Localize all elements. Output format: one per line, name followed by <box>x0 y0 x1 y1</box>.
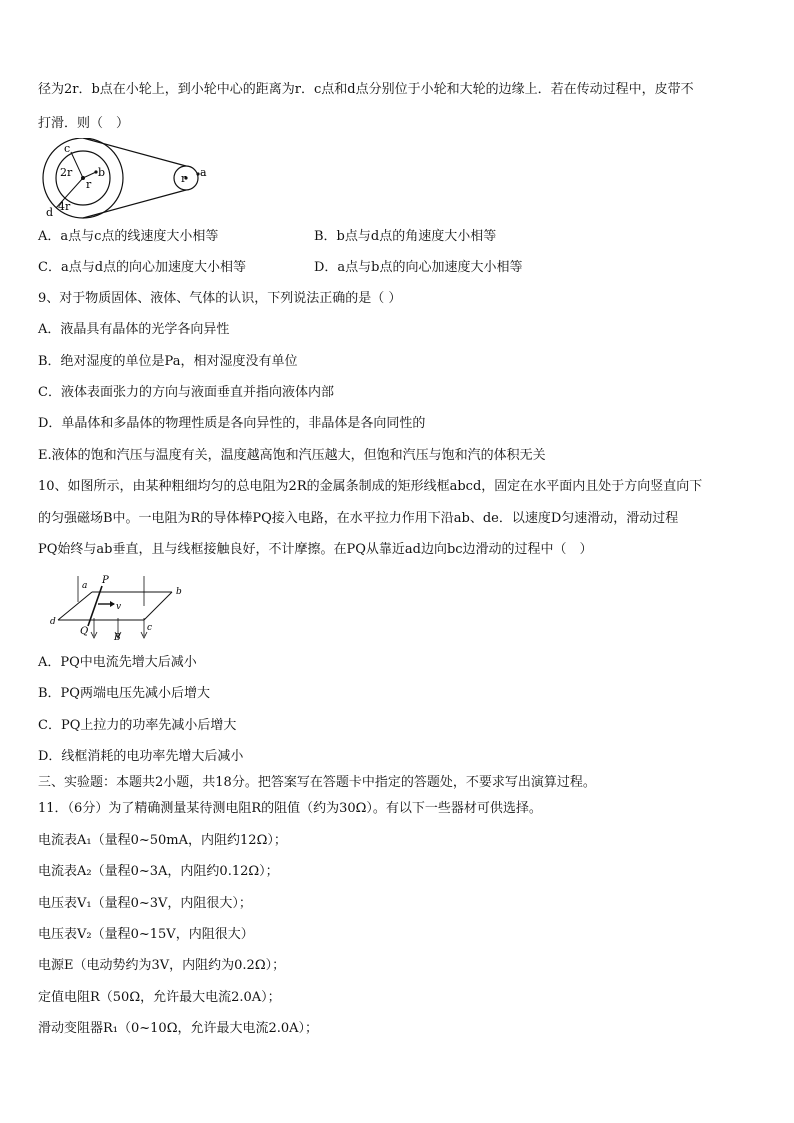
q10-option-b: B．PQ两端电压先减小后增大 <box>38 686 210 701</box>
label-r: r <box>86 178 92 191</box>
label-c: c <box>64 142 71 155</box>
q11-item-voltmeter-v1: 电压表V₁（量程0~3V，内阻很大）； <box>38 896 252 911</box>
label-d: d <box>50 617 56 627</box>
q8-option-a: A．a点与c点的线速度大小相等 <box>38 229 219 244</box>
q9-stem: 9、对于物质固体、液体、气体的认识，下列说法正确的是（ ） <box>38 291 402 306</box>
q9-option-c: C．液体表面张力的方向与液面垂直并指向液体内部 <box>38 385 334 400</box>
q10-option-d: D．线框消耗的电功率先增大后减小 <box>38 749 244 764</box>
q11-item-ammeter-a2: 电流表A₂（量程0~3A，内阻约0.12Ω）； <box>38 864 279 879</box>
q8-option-c: C．a点与d点的向心加速度大小相等 <box>38 260 247 275</box>
rails-magnetic-field-figure <box>48 572 188 642</box>
label-a: a <box>82 581 88 591</box>
label-q: Q <box>80 626 89 637</box>
q9-option-a: A．液晶具有晶体的光学各向异性 <box>38 322 230 337</box>
q11-item-rheostat: 滑动变阻器R₁（0~10Ω，允许最大电流2.0A）； <box>38 1021 319 1036</box>
label-c: c <box>147 623 153 633</box>
q10-stem-line3: PQ始终与ab垂直，且与线框接触良好，不计摩擦。在PQ从靠近ad边向bc边滑动的过程中（ ） <box>38 542 593 557</box>
q9-option-e: E.液体的饱和汽压与温度有关，温度越高饱和汽压越大，但饱和汽压与饱和汽的体积无关 <box>38 448 546 463</box>
label-r-small: r <box>181 172 187 185</box>
label-b: b <box>98 166 106 179</box>
label-d: d <box>46 206 54 219</box>
q10-stem-line2: 的匀强磁场B中。一电阻为R的导体棒PQ接入电路，在水平拉力作用下沿ab、de．以速度D匀速滑动，滑动过程 <box>38 511 679 526</box>
label-2r: 2r <box>60 166 73 179</box>
q11-stem: 11．（6分）为了精确测量某待测电阻R的阻值（约为30Ω）。有以下一些器材可供选择。 <box>38 801 542 816</box>
q9-option-b: B．绝对湿度的单位是Pa，相对湿度没有单位 <box>38 354 298 369</box>
q10-option-c: C．PQ上拉力的功率先减小后增大 <box>38 718 237 733</box>
q8-stem-line2: 打滑．则（ ） <box>38 116 130 131</box>
q11-item-voltmeter-v2: 电压表V₂（量程0~15V，内阻很大） <box>38 927 254 942</box>
label-p: P <box>102 575 109 586</box>
q9-option-d: D．单晶体和多晶体的物理性质是各向异性的，非晶体是各向同性的 <box>38 416 426 431</box>
label-v: v <box>116 602 122 612</box>
label-a: a <box>200 166 207 179</box>
q10-option-a: A．PQ中电流先增大后减小 <box>38 655 197 670</box>
label-4r: 4r <box>58 200 71 213</box>
q8-stem-line1: 径为2r．b点在小轮上，到小轮中心的距离为r．c点和d点分别位于小轮和大轮的边缘上．若在传动过程中，皮带不 <box>38 82 694 97</box>
q10-stem-line1: 10、如图所示，由某种粗细均匀的总电阻为2R的金属条制成的矩形线框abcd，固定在水平面内且处于方向竖直向下 <box>38 479 703 494</box>
pulley-belt-figure <box>38 138 218 220</box>
q8-option-d: D．a点与b点的向心加速度大小相等 <box>314 260 523 275</box>
label-field-b: B <box>114 633 121 642</box>
q11-item-source-e: 电源E（电动势约为3V，内阻约为0.2Ω）； <box>38 958 286 973</box>
q11-item-fixed-resistor: 定值电阻R（50Ω，允许最大电流2.0A）； <box>38 990 281 1005</box>
section-3-heading: 三、实验题：本题共2小题，共18分。把答案写在答题卡中指定的答题处，不要求写出演算过程。 <box>38 775 596 790</box>
q11-item-ammeter-a1: 电流表A₁（量程0~50mA，内阻约12Ω）； <box>38 833 287 848</box>
q8-option-b: B．b点与d点的角速度大小相等 <box>314 229 497 244</box>
label-b: b <box>176 587 182 597</box>
